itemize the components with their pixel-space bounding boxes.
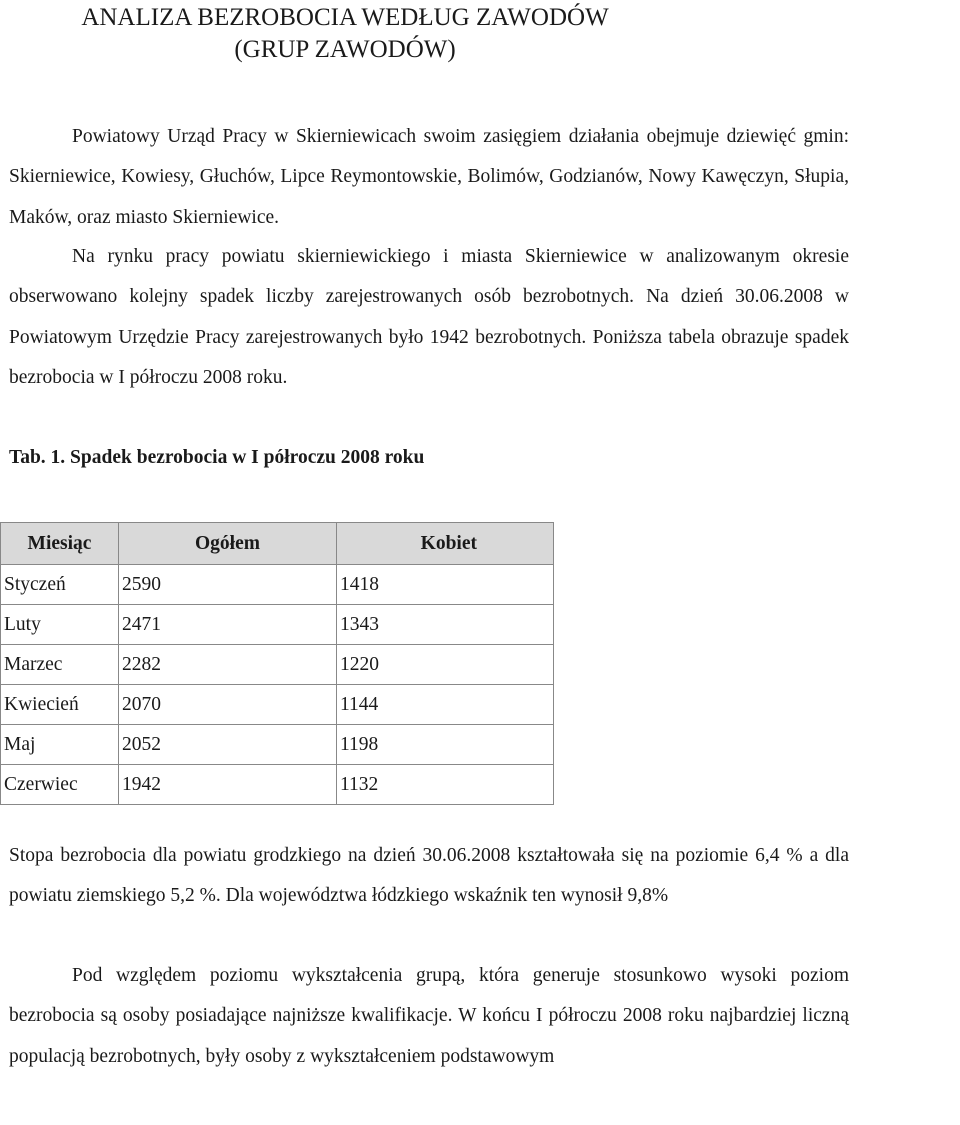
paragraph-intro-text: Powiatowy Urząd Pracy w Skierniewicach swoim zasięgiem działania obejmuje dziewięć gmin: Skierniewice, Kowiesy, Głuchów, Lipce Reymontowskie, Bolimów, Godzianów, Nowy Kawęczyn, Słupia, Maków, oraz miasto Skierniewice. (9, 126, 849, 228)
table-row (1, 605, 554, 645)
header-total: Ogółem (119, 523, 337, 565)
cell-total: 2471 (119, 605, 337, 645)
table-row (1, 565, 554, 605)
paragraph-labor-market (9, 237, 849, 398)
cell-women: 1343 (337, 605, 554, 645)
cell-total: 2282 (119, 645, 337, 685)
table-row (1, 685, 554, 725)
cell-total: 2590 (119, 565, 337, 605)
table-caption: Tab. 1. Spadek bezrobocia w I półroczu 2008 roku (9, 447, 425, 468)
table-row (1, 725, 554, 765)
cell-total: 1942 (119, 765, 337, 805)
cell-women: 1144 (337, 685, 554, 725)
document-title: ANALIZA BEZROBOCIA WEDŁUG ZAWODÓW (81, 4, 609, 31)
document-subtitle: (GRUP ZAWODÓW) (234, 36, 456, 63)
header-women: Kobiet (337, 523, 554, 565)
cell-month: Marzec (1, 645, 119, 685)
table-row (1, 645, 554, 685)
table-row (1, 765, 554, 805)
cell-total: 2070 (119, 685, 337, 725)
unemployment-table (0, 522, 554, 805)
cell-total: 2052 (119, 725, 337, 765)
paragraph-education (9, 956, 849, 1077)
cell-month: Czerwiec (1, 765, 119, 805)
cell-women: 1220 (337, 645, 554, 685)
cell-month: Styczeń (1, 565, 119, 605)
cell-women: 1418 (337, 565, 554, 605)
paragraph-intro (9, 117, 849, 238)
cell-women: 1198 (337, 725, 554, 765)
cell-month: Maj (1, 725, 119, 765)
paragraph-unemployment-rate: Stopa bezrobocia dla powiatu grodzkiego na dzień 30.06.2008 kształtowała się na poziomie 6,4 % a dla powiatu ziemskiego 5,2 %. Dla województwa łódzkiego wskaźnik ten wynosił 9,8% (9, 845, 849, 907)
paragraph-labor-market-text: Na rynku pracy powiatu skierniewickiego i miasta Skierniewice w analizowanym okresie obserwowano kolejny spadek liczby zarejestrowanych osób bezrobotnych. Na dzień 30.06.2008 w Powiatowym Urzędzie Pracy zarejestrowanych było 1942 bezrobotnych. Poniższa tabela obrazuje spadek bezrobocia w I półroczu 2008 roku. (9, 246, 849, 388)
header-month: Miesiąc (1, 523, 119, 565)
cell-month: Kwiecień (1, 685, 119, 725)
table-header-row (1, 523, 554, 565)
cell-month: Luty (1, 605, 119, 645)
cell-women: 1132 (337, 765, 554, 805)
paragraph-education-text: Pod względem poziomu wykształcenia grupą, która generuje stosunkowo wysoki poziom bezrobocia są osoby posiadające najniższe kwalifikacje. W końcu I półroczu 2008 roku najbardziej liczną populacją bezrobotnych, były osoby z wykształceniem podstawowym (9, 965, 849, 1067)
